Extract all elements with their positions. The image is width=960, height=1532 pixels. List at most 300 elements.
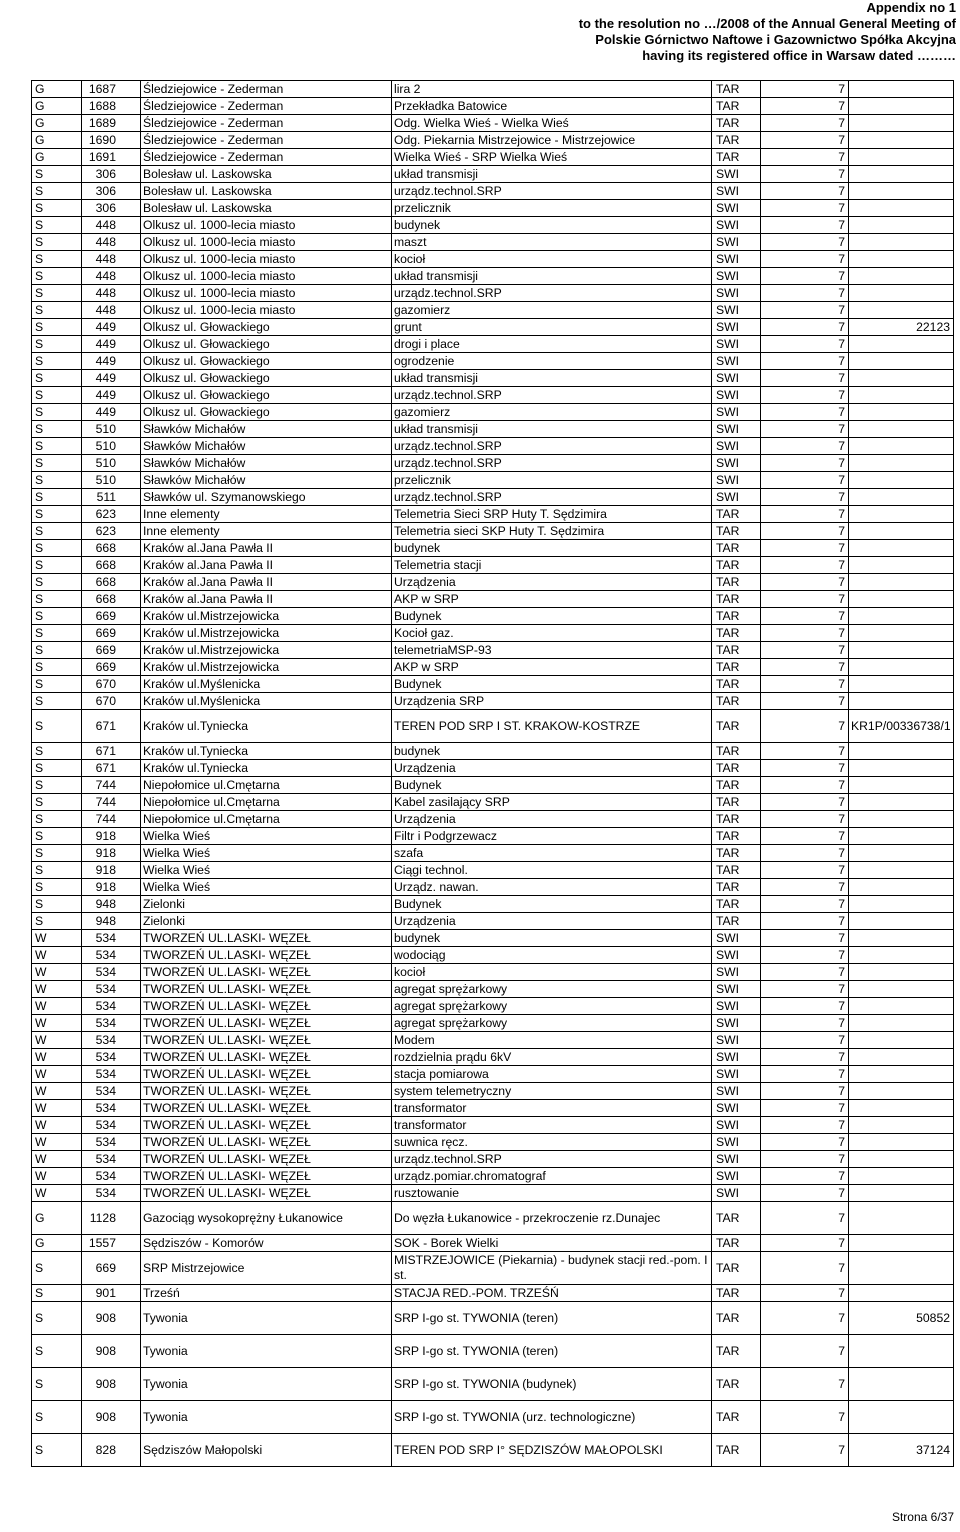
cell-type: S bbox=[32, 1285, 82, 1302]
cell-description: Przekładka Batowice bbox=[392, 98, 712, 115]
cell-location: Sędziszów Małopolski bbox=[141, 1434, 392, 1467]
cell-type: G bbox=[32, 149, 82, 166]
cell-extra bbox=[849, 1285, 954, 1302]
table-row bbox=[32, 1066, 954, 1083]
cell-code: 7 bbox=[761, 438, 849, 455]
table-row bbox=[32, 132, 954, 149]
cell-number: 1557 bbox=[82, 1235, 141, 1252]
cell-location: Olkusz ul. Głowackiego bbox=[141, 404, 392, 421]
cell-number: 671 bbox=[82, 743, 141, 760]
cell-code: 7 bbox=[761, 1032, 849, 1049]
cell-extra bbox=[849, 964, 954, 981]
cell-code: 7 bbox=[761, 1202, 849, 1235]
cell-description: Ciągi technol. bbox=[392, 862, 712, 879]
cell-unit: TAR bbox=[712, 98, 761, 115]
cell-unit: TAR bbox=[712, 115, 761, 132]
cell-code: 7 bbox=[761, 472, 849, 489]
cell-number: 534 bbox=[82, 947, 141, 964]
cell-location: Wielka Wieś bbox=[141, 879, 392, 896]
cell-code: 7 bbox=[761, 1168, 849, 1185]
cell-code: 7 bbox=[761, 234, 849, 251]
cell-location: Olkusz ul. 1000-lecia miasto bbox=[141, 268, 392, 285]
cell-description: agregat sprężarkowy bbox=[392, 998, 712, 1015]
cell-number: 534 bbox=[82, 1015, 141, 1032]
cell-type: G bbox=[32, 1202, 82, 1235]
cell-number: 510 bbox=[82, 455, 141, 472]
cell-type: W bbox=[32, 1185, 82, 1202]
cell-location: Kraków al.Jana Pawła II bbox=[141, 574, 392, 591]
cell-unit: SWI bbox=[712, 387, 761, 404]
cell-number: 448 bbox=[82, 285, 141, 302]
cell-description: Telemetria sieci SKP Huty T. Sędzimira bbox=[392, 523, 712, 540]
cell-type: W bbox=[32, 930, 82, 947]
cell-description: telemetriaMSP-93 bbox=[392, 642, 712, 659]
cell-extra bbox=[849, 1368, 954, 1401]
cell-extra bbox=[849, 387, 954, 404]
cell-description: Telemetria stacji bbox=[392, 557, 712, 574]
cell-type: S bbox=[32, 591, 82, 608]
cell-code: 7 bbox=[761, 217, 849, 234]
page-header bbox=[436, 0, 956, 64]
cell-location: Olkusz ul. Głowackiego bbox=[141, 387, 392, 404]
cell-number: 534 bbox=[82, 981, 141, 998]
cell-code: 7 bbox=[761, 777, 849, 794]
table-row bbox=[32, 1252, 954, 1285]
cell-extra bbox=[849, 115, 954, 132]
cell-description: transformator bbox=[392, 1117, 712, 1134]
cell-location: Niepołomice ul.Cmętarna bbox=[141, 794, 392, 811]
cell-code: 7 bbox=[761, 760, 849, 777]
cell-number: 534 bbox=[82, 1049, 141, 1066]
cell-description: transformator bbox=[392, 1100, 712, 1117]
cell-type: S bbox=[32, 574, 82, 591]
cell-type: S bbox=[32, 1401, 82, 1434]
cell-extra bbox=[849, 1032, 954, 1049]
table-row bbox=[32, 693, 954, 710]
cell-location: Kraków ul.Mistrzejowicka bbox=[141, 625, 392, 642]
cell-description: urządz.technol.SRP bbox=[392, 1151, 712, 1168]
cell-unit: TAR bbox=[712, 1434, 761, 1467]
cell-unit: SWI bbox=[712, 319, 761, 336]
table-row bbox=[32, 710, 954, 743]
cell-type: S bbox=[32, 625, 82, 642]
cell-location: Gazociąg wysokoprężny Łukanowice bbox=[141, 1202, 392, 1235]
cell-type: S bbox=[32, 268, 82, 285]
cell-description: agregat sprężarkowy bbox=[392, 981, 712, 998]
table-row bbox=[32, 811, 954, 828]
cell-location: Śledziejowice - Zederman bbox=[141, 115, 392, 132]
cell-type: S bbox=[32, 523, 82, 540]
table-row bbox=[32, 998, 954, 1015]
cell-extra bbox=[849, 1134, 954, 1151]
cell-type: S bbox=[32, 251, 82, 268]
cell-type: W bbox=[32, 1049, 82, 1066]
cell-number: 449 bbox=[82, 370, 141, 387]
cell-location: Śledziejowice - Zederman bbox=[141, 98, 392, 115]
asset-table bbox=[31, 80, 954, 1467]
cell-unit: TAR bbox=[712, 794, 761, 811]
table-row bbox=[32, 336, 954, 353]
cell-location: TWORZEŃ UL.LASKI- WĘZEŁ bbox=[141, 1134, 392, 1151]
cell-unit: SWI bbox=[712, 1117, 761, 1134]
cell-unit: TAR bbox=[712, 676, 761, 693]
cell-extra bbox=[849, 794, 954, 811]
cell-location: Sławków ul. Szymanowskiego bbox=[141, 489, 392, 506]
table-row bbox=[32, 981, 954, 998]
cell-unit: TAR bbox=[712, 710, 761, 743]
table-row bbox=[32, 1185, 954, 1202]
cell-type: G bbox=[32, 115, 82, 132]
table-row bbox=[32, 421, 954, 438]
cell-extra bbox=[849, 896, 954, 913]
cell-unit: TAR bbox=[712, 879, 761, 896]
cell-unit: SWI bbox=[712, 1151, 761, 1168]
cell-description: Telemetria Sieci SRP Huty T. Sędzimira bbox=[392, 506, 712, 523]
table-row bbox=[32, 404, 954, 421]
table-row bbox=[32, 777, 954, 794]
header-office: having its registered office in Warsaw dated ……… bbox=[642, 48, 956, 63]
cell-location: Sławków Michałów bbox=[141, 472, 392, 489]
cell-code: 7 bbox=[761, 998, 849, 1015]
cell-number: 668 bbox=[82, 540, 141, 557]
cell-location: Kraków ul.Mistrzejowicka bbox=[141, 642, 392, 659]
cell-description: układ transmisji bbox=[392, 370, 712, 387]
cell-extra bbox=[849, 353, 954, 370]
cell-unit: TAR bbox=[712, 1252, 761, 1285]
cell-unit: TAR bbox=[712, 659, 761, 676]
cell-location: Sławków Michałów bbox=[141, 421, 392, 438]
cell-extra bbox=[849, 404, 954, 421]
cell-location: Kraków ul.Mistrzejowicka bbox=[141, 608, 392, 625]
cell-type: S bbox=[32, 1252, 82, 1285]
cell-extra bbox=[849, 625, 954, 642]
cell-type: W bbox=[32, 1100, 82, 1117]
cell-description: przelicznik bbox=[392, 472, 712, 489]
cell-extra bbox=[849, 217, 954, 234]
cell-number: 510 bbox=[82, 421, 141, 438]
table-row bbox=[32, 1368, 954, 1401]
cell-unit: SWI bbox=[712, 1185, 761, 1202]
table-row bbox=[32, 659, 954, 676]
cell-location: TWORZEŃ UL.LASKI- WĘZEŁ bbox=[141, 1100, 392, 1117]
cell-code: 7 bbox=[761, 98, 849, 115]
cell-location: Inne elementy bbox=[141, 506, 392, 523]
cell-code: 7 bbox=[761, 828, 849, 845]
cell-unit: SWI bbox=[712, 455, 761, 472]
cell-type: S bbox=[32, 217, 82, 234]
cell-description: Modem bbox=[392, 1032, 712, 1049]
cell-unit: SWI bbox=[712, 947, 761, 964]
cell-code: 7 bbox=[761, 947, 849, 964]
cell-type: S bbox=[32, 455, 82, 472]
cell-code: 7 bbox=[761, 1285, 849, 1302]
cell-code: 7 bbox=[761, 1302, 849, 1335]
cell-type: S bbox=[32, 676, 82, 693]
cell-description: urządz.technol.SRP bbox=[392, 455, 712, 472]
cell-code: 7 bbox=[761, 302, 849, 319]
cell-description: Urządzenia bbox=[392, 913, 712, 930]
cell-location: Wielka Wieś bbox=[141, 828, 392, 845]
cell-type: S bbox=[32, 777, 82, 794]
cell-unit: SWI bbox=[712, 285, 761, 302]
cell-unit: TAR bbox=[712, 811, 761, 828]
cell-extra bbox=[849, 200, 954, 217]
cell-number: 623 bbox=[82, 523, 141, 540]
cell-type: W bbox=[32, 1151, 82, 1168]
cell-number: 534 bbox=[82, 1100, 141, 1117]
cell-code: 7 bbox=[761, 608, 849, 625]
cell-unit: SWI bbox=[712, 268, 761, 285]
cell-number: 744 bbox=[82, 794, 141, 811]
cell-code: 7 bbox=[761, 862, 849, 879]
cell-unit: TAR bbox=[712, 828, 761, 845]
table-row bbox=[32, 268, 954, 285]
cell-description: SOK - Borek Wielki bbox=[392, 1235, 712, 1252]
cell-number: 668 bbox=[82, 591, 141, 608]
cell-code: 7 bbox=[761, 132, 849, 149]
cell-location: Kraków al.Jana Pawła II bbox=[141, 591, 392, 608]
table-row bbox=[32, 794, 954, 811]
cell-unit: TAR bbox=[712, 81, 761, 98]
table-row bbox=[32, 913, 954, 930]
table-row bbox=[32, 285, 954, 302]
cell-number: 828 bbox=[82, 1434, 141, 1467]
table-row bbox=[32, 879, 954, 896]
cell-description: MISTRZEJOWICE (Piekarnia) - budynek stacji red.-pom. I st. bbox=[392, 1252, 712, 1285]
cell-number: 1128 bbox=[82, 1202, 141, 1235]
cell-location: Kraków ul.Mistrzejowicka bbox=[141, 659, 392, 676]
cell-description: szafa bbox=[392, 845, 712, 862]
cell-number: 448 bbox=[82, 268, 141, 285]
cell-extra bbox=[849, 268, 954, 285]
cell-type: S bbox=[32, 387, 82, 404]
cell-description: wodociąg bbox=[392, 947, 712, 964]
cell-description: SRP I-go st. TYWONIA (teren) bbox=[392, 1302, 712, 1335]
cell-unit: SWI bbox=[712, 251, 761, 268]
table-row bbox=[32, 217, 954, 234]
cell-location: Sławków Michałów bbox=[141, 455, 392, 472]
cell-extra bbox=[849, 1202, 954, 1235]
cell-description: Budynek bbox=[392, 777, 712, 794]
cell-location: SRP Mistrzejowice bbox=[141, 1252, 392, 1285]
cell-code: 7 bbox=[761, 930, 849, 947]
cell-code: 7 bbox=[761, 1401, 849, 1434]
cell-description: SRP I-go st. TYWONIA (urz. technologiczne) bbox=[392, 1401, 712, 1434]
cell-type: S bbox=[32, 642, 82, 659]
cell-code: 7 bbox=[761, 896, 849, 913]
table-row bbox=[32, 1434, 954, 1467]
table-row bbox=[32, 676, 954, 693]
cell-unit: SWI bbox=[712, 981, 761, 998]
cell-type: W bbox=[32, 1117, 82, 1134]
cell-extra bbox=[849, 1100, 954, 1117]
cell-location: Kraków al.Jana Pawła II bbox=[141, 540, 392, 557]
table-row bbox=[32, 98, 954, 115]
cell-number: 948 bbox=[82, 896, 141, 913]
cell-extra bbox=[849, 370, 954, 387]
cell-number: 908 bbox=[82, 1302, 141, 1335]
cell-description: kocioł bbox=[392, 964, 712, 981]
cell-number: 908 bbox=[82, 1368, 141, 1401]
cell-location: Kraków al.Jana Pawła II bbox=[141, 557, 392, 574]
cell-unit: TAR bbox=[712, 591, 761, 608]
cell-description: urządz.technol.SRP bbox=[392, 438, 712, 455]
cell-code: 7 bbox=[761, 149, 849, 166]
cell-number: 1690 bbox=[82, 132, 141, 149]
cell-extra bbox=[849, 913, 954, 930]
cell-location: Olkusz ul. 1000-lecia miasto bbox=[141, 217, 392, 234]
cell-code: 7 bbox=[761, 845, 849, 862]
table-row bbox=[32, 845, 954, 862]
cell-location: Tywonia bbox=[141, 1368, 392, 1401]
cell-unit: SWI bbox=[712, 1049, 761, 1066]
table-row bbox=[32, 1202, 954, 1235]
cell-type: S bbox=[32, 404, 82, 421]
cell-unit: SWI bbox=[712, 998, 761, 1015]
cell-number: 669 bbox=[82, 1252, 141, 1285]
table-row bbox=[32, 387, 954, 404]
cell-extra bbox=[849, 777, 954, 794]
table-row bbox=[32, 149, 954, 166]
cell-number: 511 bbox=[82, 489, 141, 506]
cell-extra bbox=[849, 540, 954, 557]
cell-number: 918 bbox=[82, 862, 141, 879]
cell-unit: TAR bbox=[712, 1401, 761, 1434]
cell-extra bbox=[849, 472, 954, 489]
cell-unit: SWI bbox=[712, 1134, 761, 1151]
cell-extra bbox=[849, 1049, 954, 1066]
cell-extra bbox=[849, 1401, 954, 1434]
cell-extra bbox=[849, 676, 954, 693]
cell-location: Olkusz ul. Głowackiego bbox=[141, 336, 392, 353]
cell-location: Inne elementy bbox=[141, 523, 392, 540]
cell-number: 671 bbox=[82, 760, 141, 777]
table-row bbox=[32, 1134, 954, 1151]
cell-code: 7 bbox=[761, 557, 849, 574]
cell-location: Bolesław ul. Laskowska bbox=[141, 200, 392, 217]
cell-unit: SWI bbox=[712, 1015, 761, 1032]
cell-extra bbox=[849, 947, 954, 964]
cell-extra bbox=[849, 862, 954, 879]
cell-extra bbox=[849, 608, 954, 625]
table-row bbox=[32, 455, 954, 472]
table-row bbox=[32, 1049, 954, 1066]
cell-unit: SWI bbox=[712, 421, 761, 438]
cell-description: rusztowanie bbox=[392, 1185, 712, 1202]
cell-location: TWORZEŃ UL.LASKI- WĘZEŁ bbox=[141, 981, 392, 998]
cell-type: S bbox=[32, 1368, 82, 1401]
cell-extra bbox=[849, 743, 954, 760]
cell-description: Odg. Wielka Wieś - Wielka Wieś bbox=[392, 115, 712, 132]
cell-type: W bbox=[32, 1015, 82, 1032]
cell-description: układ transmisji bbox=[392, 166, 712, 183]
cell-location: Kraków ul.Myślenicka bbox=[141, 693, 392, 710]
cell-extra bbox=[849, 1151, 954, 1168]
cell-type: S bbox=[32, 1434, 82, 1467]
cell-type: W bbox=[32, 947, 82, 964]
table-row bbox=[32, 1401, 954, 1434]
cell-type: S bbox=[32, 540, 82, 557]
cell-type: S bbox=[32, 472, 82, 489]
cell-number: 449 bbox=[82, 336, 141, 353]
cell-description: Filtr i Podgrzewacz bbox=[392, 828, 712, 845]
cell-location: TWORZEŃ UL.LASKI- WĘZEŁ bbox=[141, 998, 392, 1015]
cell-extra bbox=[849, 930, 954, 947]
cell-location: Bolesław ul. Laskowska bbox=[141, 183, 392, 200]
cell-location: Tywonia bbox=[141, 1401, 392, 1434]
cell-location: TWORZEŃ UL.LASKI- WĘZEŁ bbox=[141, 1151, 392, 1168]
cell-unit: TAR bbox=[712, 540, 761, 557]
cell-number: 669 bbox=[82, 608, 141, 625]
cell-unit: TAR bbox=[712, 862, 761, 879]
cell-unit: TAR bbox=[712, 1202, 761, 1235]
cell-number: 449 bbox=[82, 353, 141, 370]
cell-type: W bbox=[32, 1083, 82, 1100]
cell-code: 7 bbox=[761, 811, 849, 828]
cell-type: W bbox=[32, 1168, 82, 1185]
cell-code: 7 bbox=[761, 1117, 849, 1134]
cell-code: 7 bbox=[761, 268, 849, 285]
cell-type: S bbox=[32, 693, 82, 710]
cell-type: S bbox=[32, 743, 82, 760]
cell-description: budynek bbox=[392, 743, 712, 760]
cell-type: S bbox=[32, 760, 82, 777]
cell-code: 7 bbox=[761, 285, 849, 302]
table-row bbox=[32, 251, 954, 268]
cell-code: 7 bbox=[761, 421, 849, 438]
cell-location: TWORZEŃ UL.LASKI- WĘZEŁ bbox=[141, 1066, 392, 1083]
cell-code: 7 bbox=[761, 1252, 849, 1285]
cell-extra bbox=[849, 438, 954, 455]
cell-unit: SWI bbox=[712, 404, 761, 421]
cell-number: 534 bbox=[82, 1185, 141, 1202]
cell-unit: SWI bbox=[712, 217, 761, 234]
cell-location: Olkusz ul. 1000-lecia miasto bbox=[141, 302, 392, 319]
cell-unit: TAR bbox=[712, 608, 761, 625]
cell-number: 534 bbox=[82, 930, 141, 947]
cell-extra bbox=[849, 557, 954, 574]
cell-code: 7 bbox=[761, 1083, 849, 1100]
cell-unit: TAR bbox=[712, 1235, 761, 1252]
table-row bbox=[32, 591, 954, 608]
cell-location: Olkusz ul. Głowackiego bbox=[141, 319, 392, 336]
cell-unit: SWI bbox=[712, 489, 761, 506]
cell-location: TWORZEŃ UL.LASKI- WĘZEŁ bbox=[141, 1015, 392, 1032]
cell-type: W bbox=[32, 1134, 82, 1151]
cell-code: 7 bbox=[761, 387, 849, 404]
cell-type: S bbox=[32, 166, 82, 183]
cell-description: układ transmisji bbox=[392, 268, 712, 285]
cell-unit: SWI bbox=[712, 353, 761, 370]
cell-type: W bbox=[32, 964, 82, 981]
table-row bbox=[32, 183, 954, 200]
table-row bbox=[32, 930, 954, 947]
table-row bbox=[32, 302, 954, 319]
cell-extra bbox=[849, 489, 954, 506]
cell-unit: SWI bbox=[712, 234, 761, 251]
table-row bbox=[32, 81, 954, 98]
cell-extra bbox=[849, 693, 954, 710]
cell-unit: SWI bbox=[712, 1032, 761, 1049]
cell-location: Wielka Wieś bbox=[141, 862, 392, 879]
cell-code: 7 bbox=[761, 166, 849, 183]
cell-number: 534 bbox=[82, 1134, 141, 1151]
table-row bbox=[32, 1117, 954, 1134]
cell-type: W bbox=[32, 981, 82, 998]
cell-extra bbox=[849, 183, 954, 200]
cell-description: budynek bbox=[392, 217, 712, 234]
cell-extra bbox=[849, 659, 954, 676]
